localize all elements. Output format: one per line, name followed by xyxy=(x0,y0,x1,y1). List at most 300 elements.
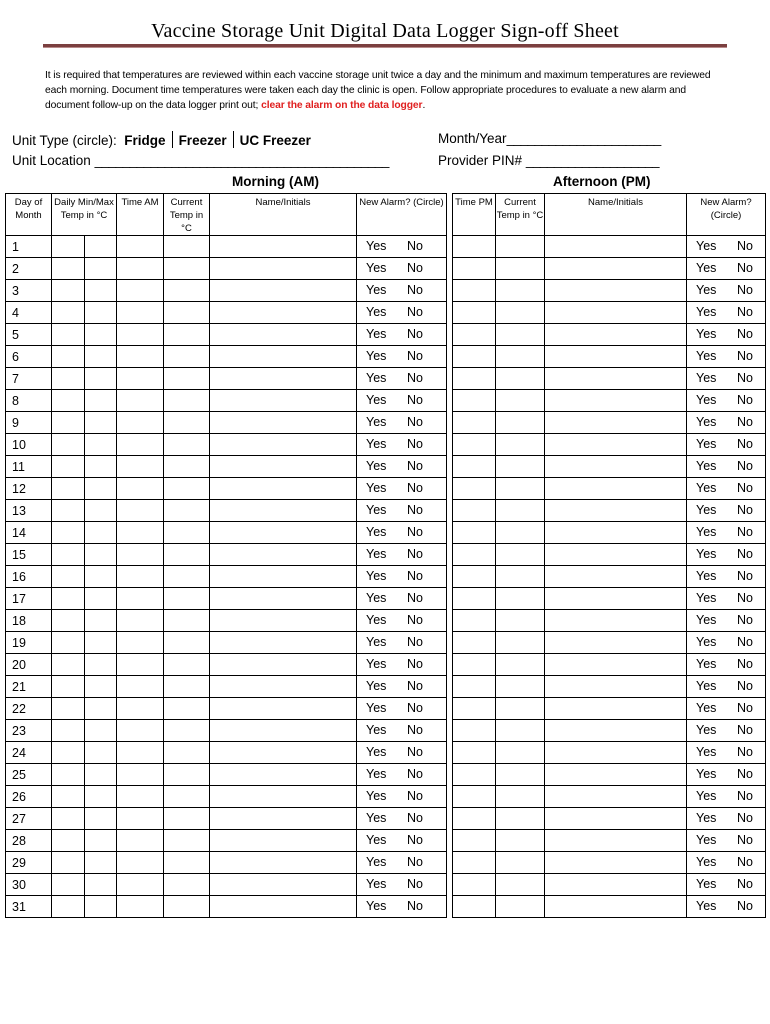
time-am-cell[interactable] xyxy=(117,346,164,368)
alarm-am-yes[interactable]: Yes xyxy=(366,305,387,319)
time-am-cell[interactable] xyxy=(117,456,164,478)
time-am-cell[interactable] xyxy=(117,434,164,456)
temp-pm-cell[interactable] xyxy=(496,896,545,918)
name-am-cell[interactable] xyxy=(210,720,357,742)
alarm-pm-yes[interactable]: Yes xyxy=(696,877,717,891)
alarm-pm-yes[interactable]: Yes xyxy=(696,569,717,583)
min-temp-cell[interactable] xyxy=(52,654,85,676)
temp-pm-cell[interactable] xyxy=(496,544,545,566)
time-pm-cell[interactable] xyxy=(453,896,496,918)
name-am-cell[interactable] xyxy=(210,698,357,720)
alarm-am-no[interactable]: No xyxy=(407,635,423,649)
temp-am-cell[interactable] xyxy=(164,566,210,588)
alarm-pm-no[interactable]: No xyxy=(737,833,753,847)
time-am-cell[interactable] xyxy=(117,302,164,324)
min-temp-cell[interactable] xyxy=(52,874,85,896)
alarm-pm-cell[interactable] xyxy=(687,764,766,786)
name-pm-cell[interactable] xyxy=(545,412,687,434)
min-temp-cell[interactable] xyxy=(52,434,85,456)
alarm-pm-cell[interactable] xyxy=(687,280,766,302)
temp-am-cell[interactable] xyxy=(164,302,210,324)
alarm-am-yes[interactable]: Yes xyxy=(366,459,387,473)
alarm-pm-cell[interactable] xyxy=(687,830,766,852)
time-am-cell[interactable] xyxy=(117,654,164,676)
unit-type-freezer[interactable]: Freezer xyxy=(178,133,227,148)
alarm-am-cell[interactable] xyxy=(357,324,447,346)
time-pm-cell[interactable] xyxy=(453,588,496,610)
alarm-pm-cell[interactable] xyxy=(687,544,766,566)
min-temp-cell[interactable] xyxy=(52,478,85,500)
temp-pm-cell[interactable] xyxy=(496,632,545,654)
max-temp-cell[interactable] xyxy=(85,610,117,632)
time-pm-cell[interactable] xyxy=(453,698,496,720)
alarm-pm-cell[interactable] xyxy=(687,676,766,698)
alarm-pm-cell[interactable] xyxy=(687,236,766,258)
alarm-am-no[interactable]: No xyxy=(407,789,423,803)
name-pm-cell[interactable] xyxy=(545,544,687,566)
alarm-am-yes[interactable]: Yes xyxy=(366,635,387,649)
name-am-cell[interactable] xyxy=(210,434,357,456)
alarm-am-yes[interactable]: Yes xyxy=(366,437,387,451)
alarm-am-cell[interactable] xyxy=(357,852,447,874)
alarm-pm-yes[interactable]: Yes xyxy=(696,591,717,605)
name-am-cell[interactable] xyxy=(210,786,357,808)
alarm-pm-no[interactable]: No xyxy=(737,327,753,341)
alarm-am-no[interactable]: No xyxy=(407,283,423,297)
alarm-am-yes[interactable]: Yes xyxy=(366,503,387,517)
alarm-am-cell[interactable] xyxy=(357,302,447,324)
alarm-am-yes[interactable]: Yes xyxy=(366,833,387,847)
alarm-am-no[interactable]: No xyxy=(407,371,423,385)
alarm-am-no[interactable]: No xyxy=(407,569,423,583)
temp-am-cell[interactable] xyxy=(164,588,210,610)
temp-am-cell[interactable] xyxy=(164,698,210,720)
alarm-am-cell[interactable] xyxy=(357,698,447,720)
alarm-pm-no[interactable]: No xyxy=(737,283,753,297)
time-am-cell[interactable] xyxy=(117,610,164,632)
temp-am-cell[interactable] xyxy=(164,456,210,478)
max-temp-cell[interactable] xyxy=(85,280,117,302)
alarm-pm-no[interactable]: No xyxy=(737,679,753,693)
name-pm-cell[interactable] xyxy=(545,434,687,456)
min-temp-cell[interactable] xyxy=(52,676,85,698)
alarm-am-cell[interactable] xyxy=(357,434,447,456)
alarm-pm-yes[interactable]: Yes xyxy=(696,679,717,693)
temp-pm-cell[interactable] xyxy=(496,236,545,258)
temp-pm-cell[interactable] xyxy=(496,280,545,302)
name-am-cell[interactable] xyxy=(210,390,357,412)
time-am-cell[interactable] xyxy=(117,390,164,412)
max-temp-cell[interactable] xyxy=(85,390,117,412)
alarm-pm-yes[interactable]: Yes xyxy=(696,415,717,429)
alarm-am-no[interactable]: No xyxy=(407,855,423,869)
name-am-cell[interactable] xyxy=(210,808,357,830)
min-temp-cell[interactable] xyxy=(52,610,85,632)
alarm-pm-no[interactable]: No xyxy=(737,811,753,825)
min-temp-cell[interactable] xyxy=(52,368,85,390)
name-pm-cell[interactable] xyxy=(545,698,687,720)
unit-location-field[interactable] xyxy=(12,153,389,168)
min-temp-cell[interactable] xyxy=(52,852,85,874)
name-am-cell[interactable] xyxy=(210,632,357,654)
alarm-pm-cell[interactable] xyxy=(687,302,766,324)
alarm-pm-cell[interactable] xyxy=(687,742,766,764)
max-temp-cell[interactable] xyxy=(85,654,117,676)
temp-pm-cell[interactable] xyxy=(496,610,545,632)
name-pm-cell[interactable] xyxy=(545,720,687,742)
time-pm-cell[interactable] xyxy=(453,258,496,280)
alarm-am-cell[interactable] xyxy=(357,610,447,632)
time-am-cell[interactable] xyxy=(117,852,164,874)
alarm-am-yes[interactable]: Yes xyxy=(366,261,387,275)
temp-pm-cell[interactable] xyxy=(496,522,545,544)
alarm-am-yes[interactable]: Yes xyxy=(366,811,387,825)
alarm-am-no[interactable]: No xyxy=(407,877,423,891)
time-am-cell[interactable] xyxy=(117,896,164,918)
alarm-am-yes[interactable]: Yes xyxy=(366,481,387,495)
alarm-pm-yes[interactable]: Yes xyxy=(696,239,717,253)
alarm-am-cell[interactable] xyxy=(357,258,447,280)
time-pm-cell[interactable] xyxy=(453,830,496,852)
time-am-cell[interactable] xyxy=(117,566,164,588)
alarm-am-yes[interactable]: Yes xyxy=(366,371,387,385)
name-am-cell[interactable] xyxy=(210,676,357,698)
time-pm-cell[interactable] xyxy=(453,456,496,478)
alarm-pm-no[interactable]: No xyxy=(737,789,753,803)
time-pm-cell[interactable] xyxy=(453,654,496,676)
alarm-am-yes[interactable]: Yes xyxy=(366,679,387,693)
alarm-pm-cell[interactable] xyxy=(687,698,766,720)
time-pm-cell[interactable] xyxy=(453,742,496,764)
alarm-pm-no[interactable]: No xyxy=(737,547,753,561)
temp-am-cell[interactable] xyxy=(164,280,210,302)
max-temp-cell[interactable] xyxy=(85,632,117,654)
alarm-pm-yes[interactable]: Yes xyxy=(696,635,717,649)
time-pm-cell[interactable] xyxy=(453,786,496,808)
alarm-pm-yes[interactable]: Yes xyxy=(696,899,717,913)
alarm-pm-yes[interactable]: Yes xyxy=(696,327,717,341)
alarm-am-cell[interactable] xyxy=(357,390,447,412)
name-pm-cell[interactable] xyxy=(545,610,687,632)
time-am-cell[interactable] xyxy=(117,808,164,830)
temp-am-cell[interactable] xyxy=(164,676,210,698)
alarm-am-cell[interactable] xyxy=(357,544,447,566)
temp-pm-cell[interactable] xyxy=(496,830,545,852)
min-temp-cell[interactable] xyxy=(52,522,85,544)
alarm-pm-no[interactable]: No xyxy=(737,701,753,715)
alarm-am-no[interactable]: No xyxy=(407,327,423,341)
name-pm-cell[interactable] xyxy=(545,874,687,896)
temp-pm-cell[interactable] xyxy=(496,302,545,324)
provider-pin-field[interactable] xyxy=(438,153,659,168)
alarm-am-yes[interactable]: Yes xyxy=(366,327,387,341)
min-temp-cell[interactable] xyxy=(52,588,85,610)
max-temp-cell[interactable] xyxy=(85,478,117,500)
min-temp-cell[interactable] xyxy=(52,346,85,368)
alarm-pm-yes[interactable]: Yes xyxy=(696,833,717,847)
alarm-am-yes[interactable]: Yes xyxy=(366,239,387,253)
min-temp-cell[interactable] xyxy=(52,632,85,654)
name-am-cell[interactable] xyxy=(210,522,357,544)
alarm-pm-no[interactable]: No xyxy=(737,305,753,319)
temp-pm-cell[interactable] xyxy=(496,786,545,808)
alarm-am-cell[interactable] xyxy=(357,632,447,654)
temp-am-cell[interactable] xyxy=(164,632,210,654)
max-temp-cell[interactable] xyxy=(85,346,117,368)
unit-type-fridge[interactable]: Fridge xyxy=(124,133,166,148)
temp-am-cell[interactable] xyxy=(164,610,210,632)
alarm-am-yes[interactable]: Yes xyxy=(366,899,387,913)
time-pm-cell[interactable] xyxy=(453,632,496,654)
name-pm-cell[interactable] xyxy=(545,478,687,500)
alarm-am-no[interactable]: No xyxy=(407,547,423,561)
temp-am-cell[interactable] xyxy=(164,478,210,500)
time-pm-cell[interactable] xyxy=(453,720,496,742)
name-pm-cell[interactable] xyxy=(545,258,687,280)
temp-am-cell[interactable] xyxy=(164,808,210,830)
alarm-pm-yes[interactable]: Yes xyxy=(696,283,717,297)
alarm-pm-yes[interactable]: Yes xyxy=(696,371,717,385)
alarm-am-no[interactable]: No xyxy=(407,393,423,407)
alarm-am-yes[interactable]: Yes xyxy=(366,569,387,583)
min-temp-cell[interactable] xyxy=(52,764,85,786)
temp-pm-cell[interactable] xyxy=(496,676,545,698)
alarm-pm-no[interactable]: No xyxy=(737,349,753,363)
temp-am-cell[interactable] xyxy=(164,654,210,676)
max-temp-cell[interactable] xyxy=(85,698,117,720)
time-am-cell[interactable] xyxy=(117,258,164,280)
alarm-pm-no[interactable]: No xyxy=(737,569,753,583)
temp-pm-cell[interactable] xyxy=(496,566,545,588)
max-temp-cell[interactable] xyxy=(85,544,117,566)
temp-am-cell[interactable] xyxy=(164,896,210,918)
temp-pm-cell[interactable] xyxy=(496,742,545,764)
alarm-am-no[interactable]: No xyxy=(407,679,423,693)
alarm-am-no[interactable]: No xyxy=(407,525,423,539)
time-am-cell[interactable] xyxy=(117,786,164,808)
alarm-pm-yes[interactable]: Yes xyxy=(696,723,717,737)
min-temp-cell[interactable] xyxy=(52,302,85,324)
alarm-am-no[interactable]: No xyxy=(407,437,423,451)
max-temp-cell[interactable] xyxy=(85,742,117,764)
alarm-pm-cell[interactable] xyxy=(687,390,766,412)
alarm-pm-no[interactable]: No xyxy=(737,415,753,429)
max-temp-cell[interactable] xyxy=(85,764,117,786)
name-pm-cell[interactable] xyxy=(545,632,687,654)
alarm-pm-yes[interactable]: Yes xyxy=(696,789,717,803)
alarm-am-no[interactable]: No xyxy=(407,591,423,605)
alarm-am-no[interactable]: No xyxy=(407,723,423,737)
max-temp-cell[interactable] xyxy=(85,522,117,544)
max-temp-cell[interactable] xyxy=(85,500,117,522)
name-am-cell[interactable] xyxy=(210,654,357,676)
alarm-am-no[interactable]: No xyxy=(407,657,423,671)
alarm-pm-cell[interactable] xyxy=(687,896,766,918)
alarm-pm-no[interactable]: No xyxy=(737,459,753,473)
alarm-am-yes[interactable]: Yes xyxy=(366,723,387,737)
temp-am-cell[interactable] xyxy=(164,786,210,808)
alarm-pm-cell[interactable] xyxy=(687,478,766,500)
min-temp-cell[interactable] xyxy=(52,500,85,522)
alarm-am-no[interactable]: No xyxy=(407,349,423,363)
name-pm-cell[interactable] xyxy=(545,368,687,390)
alarm-am-no[interactable]: No xyxy=(407,503,423,517)
alarm-am-yes[interactable]: Yes xyxy=(366,789,387,803)
name-am-cell[interactable] xyxy=(210,258,357,280)
alarm-pm-cell[interactable] xyxy=(687,786,766,808)
alarm-am-yes[interactable]: Yes xyxy=(366,613,387,627)
alarm-am-cell[interactable] xyxy=(357,588,447,610)
alarm-am-no[interactable]: No xyxy=(407,833,423,847)
temp-pm-cell[interactable] xyxy=(496,434,545,456)
alarm-pm-yes[interactable]: Yes xyxy=(696,701,717,715)
temp-am-cell[interactable] xyxy=(164,830,210,852)
name-am-cell[interactable] xyxy=(210,610,357,632)
temp-pm-cell[interactable] xyxy=(496,500,545,522)
name-am-cell[interactable] xyxy=(210,236,357,258)
temp-pm-cell[interactable] xyxy=(496,808,545,830)
alarm-pm-yes[interactable]: Yes xyxy=(696,613,717,627)
alarm-pm-yes[interactable]: Yes xyxy=(696,503,717,517)
temp-am-cell[interactable] xyxy=(164,764,210,786)
alarm-am-cell[interactable] xyxy=(357,456,447,478)
min-temp-cell[interactable] xyxy=(52,786,85,808)
name-pm-cell[interactable] xyxy=(545,896,687,918)
min-temp-cell[interactable] xyxy=(52,324,85,346)
time-pm-cell[interactable] xyxy=(453,280,496,302)
name-am-cell[interactable] xyxy=(210,412,357,434)
alarm-pm-no[interactable]: No xyxy=(737,745,753,759)
temp-pm-cell[interactable] xyxy=(496,852,545,874)
name-pm-cell[interactable] xyxy=(545,500,687,522)
alarm-am-no[interactable]: No xyxy=(407,239,423,253)
time-am-cell[interactable] xyxy=(117,324,164,346)
name-am-cell[interactable] xyxy=(210,830,357,852)
min-temp-cell[interactable] xyxy=(52,896,85,918)
temp-am-cell[interactable] xyxy=(164,368,210,390)
min-temp-cell[interactable] xyxy=(52,456,85,478)
max-temp-cell[interactable] xyxy=(85,368,117,390)
temp-pm-cell[interactable] xyxy=(496,720,545,742)
alarm-am-cell[interactable] xyxy=(357,280,447,302)
alarm-am-cell[interactable] xyxy=(357,236,447,258)
time-pm-cell[interactable] xyxy=(453,610,496,632)
temp-am-cell[interactable] xyxy=(164,434,210,456)
temp-pm-cell[interactable] xyxy=(496,324,545,346)
name-am-cell[interactable] xyxy=(210,324,357,346)
time-am-cell[interactable] xyxy=(117,742,164,764)
max-temp-cell[interactable] xyxy=(85,236,117,258)
name-am-cell[interactable] xyxy=(210,500,357,522)
alarm-pm-yes[interactable]: Yes xyxy=(696,811,717,825)
temp-pm-cell[interactable] xyxy=(496,390,545,412)
alarm-am-cell[interactable] xyxy=(357,478,447,500)
temp-pm-cell[interactable] xyxy=(496,698,545,720)
alarm-am-no[interactable]: No xyxy=(407,745,423,759)
temp-am-cell[interactable] xyxy=(164,500,210,522)
temp-pm-cell[interactable] xyxy=(496,258,545,280)
alarm-am-no[interactable]: No xyxy=(407,767,423,781)
name-pm-cell[interactable] xyxy=(545,280,687,302)
time-am-cell[interactable] xyxy=(117,412,164,434)
alarm-pm-cell[interactable] xyxy=(687,346,766,368)
temp-am-cell[interactable] xyxy=(164,236,210,258)
alarm-pm-no[interactable]: No xyxy=(737,767,753,781)
alarm-am-cell[interactable] xyxy=(357,896,447,918)
alarm-pm-no[interactable]: No xyxy=(737,635,753,649)
name-am-cell[interactable] xyxy=(210,456,357,478)
name-am-cell[interactable] xyxy=(210,346,357,368)
alarm-am-no[interactable]: No xyxy=(407,415,423,429)
name-pm-cell[interactable] xyxy=(545,808,687,830)
alarm-am-yes[interactable]: Yes xyxy=(366,855,387,869)
name-pm-cell[interactable] xyxy=(545,764,687,786)
temp-am-cell[interactable] xyxy=(164,852,210,874)
alarm-am-yes[interactable]: Yes xyxy=(366,767,387,781)
alarm-pm-cell[interactable] xyxy=(687,720,766,742)
name-pm-cell[interactable] xyxy=(545,676,687,698)
alarm-pm-cell[interactable] xyxy=(687,610,766,632)
max-temp-cell[interactable] xyxy=(85,720,117,742)
alarm-pm-no[interactable]: No xyxy=(737,437,753,451)
temp-pm-cell[interactable] xyxy=(496,654,545,676)
alarm-pm-yes[interactable]: Yes xyxy=(696,393,717,407)
name-pm-cell[interactable] xyxy=(545,786,687,808)
alarm-pm-yes[interactable]: Yes xyxy=(696,261,717,275)
time-am-cell[interactable] xyxy=(117,830,164,852)
name-pm-cell[interactable] xyxy=(545,456,687,478)
min-temp-cell[interactable] xyxy=(52,258,85,280)
alarm-am-yes[interactable]: Yes xyxy=(366,283,387,297)
alarm-am-no[interactable]: No xyxy=(407,613,423,627)
name-am-cell[interactable] xyxy=(210,896,357,918)
alarm-pm-cell[interactable] xyxy=(687,500,766,522)
max-temp-cell[interactable] xyxy=(85,434,117,456)
time-pm-cell[interactable] xyxy=(453,566,496,588)
alarm-pm-yes[interactable]: Yes xyxy=(696,349,717,363)
unit-type-uc-freezer[interactable]: UC Freezer xyxy=(239,133,311,148)
temp-am-cell[interactable] xyxy=(164,874,210,896)
alarm-pm-no[interactable]: No xyxy=(737,855,753,869)
time-pm-cell[interactable] xyxy=(453,522,496,544)
max-temp-cell[interactable] xyxy=(85,588,117,610)
name-pm-cell[interactable] xyxy=(545,852,687,874)
max-temp-cell[interactable] xyxy=(85,830,117,852)
min-temp-cell[interactable] xyxy=(52,742,85,764)
alarm-am-yes[interactable]: Yes xyxy=(366,877,387,891)
time-pm-cell[interactable] xyxy=(453,676,496,698)
min-temp-cell[interactable] xyxy=(52,698,85,720)
temp-am-cell[interactable] xyxy=(164,324,210,346)
alarm-pm-cell[interactable] xyxy=(687,588,766,610)
temp-pm-cell[interactable] xyxy=(496,588,545,610)
alarm-pm-yes[interactable]: Yes xyxy=(696,481,717,495)
max-temp-cell[interactable] xyxy=(85,324,117,346)
alarm-pm-yes[interactable]: Yes xyxy=(696,437,717,451)
alarm-pm-cell[interactable] xyxy=(687,368,766,390)
alarm-pm-cell[interactable] xyxy=(687,412,766,434)
alarm-pm-cell[interactable] xyxy=(687,808,766,830)
alarm-pm-yes[interactable]: Yes xyxy=(696,525,717,539)
alarm-pm-yes[interactable]: Yes xyxy=(696,657,717,671)
temp-am-cell[interactable] xyxy=(164,720,210,742)
alarm-pm-no[interactable]: No xyxy=(737,591,753,605)
temp-pm-cell[interactable] xyxy=(496,368,545,390)
time-am-cell[interactable] xyxy=(117,588,164,610)
name-pm-cell[interactable] xyxy=(545,236,687,258)
time-am-cell[interactable] xyxy=(117,478,164,500)
alarm-am-cell[interactable] xyxy=(357,654,447,676)
